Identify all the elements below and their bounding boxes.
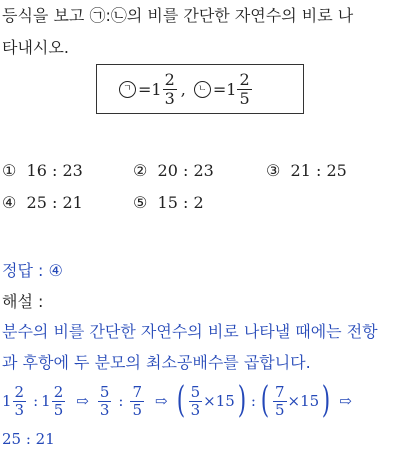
calc-frac-2-num: 2: [53, 382, 64, 401]
calc-colon-3: :: [250, 392, 256, 410]
eq1-fraction: [163, 69, 177, 108]
option-5[interactable]: [133, 193, 204, 212]
calc-frac-3-den: 3: [99, 400, 110, 419]
calc-frac-1-den: 3: [14, 400, 25, 419]
calc-result: 25 : 21: [2, 430, 55, 448]
calc-paren-open-1: (: [176, 380, 185, 421]
calc-arrow-1: ⇨: [76, 392, 89, 410]
calc-frac-3: [98, 382, 112, 419]
option-4-value: 25 : 21: [26, 193, 83, 212]
calc-frac-1-num: 2: [14, 382, 25, 401]
answer-value: ④: [48, 261, 63, 280]
option-5-value: 15 : 2: [157, 193, 204, 212]
calc-paren-open-2: (: [260, 380, 270, 421]
option-4-number: ④: [2, 193, 17, 212]
calc-frac-6-num: 7: [274, 382, 285, 401]
circled-mark-1: ㄱ: [119, 81, 136, 98]
option-1[interactable]: [2, 161, 83, 180]
option-3-number: ③: [266, 161, 281, 180]
calc-whole-1: 1: [2, 392, 12, 410]
eq2-fraction: [237, 69, 251, 108]
calc-frac-4-den: 5: [132, 400, 142, 419]
answer-label: 정답 :: [2, 261, 44, 280]
calc-frac-4-num: 7: [132, 382, 142, 401]
calc-frac-5: [189, 382, 203, 419]
calc-arrow-3: ⇨: [339, 392, 352, 410]
option-1-number: ①: [2, 161, 17, 180]
option-2-value: 20 : 23: [157, 161, 214, 180]
eq1-denominator: 3: [164, 88, 175, 108]
equation-content: [119, 69, 253, 109]
calc-paren-close-2: ): [321, 380, 331, 421]
calc-frac-6-den: 5: [274, 400, 285, 419]
circled-mark-2: ㄴ: [194, 81, 211, 98]
separator: ,: [180, 79, 186, 99]
option-4[interactable]: [2, 193, 83, 212]
option-3[interactable]: [266, 161, 347, 180]
answer-line: [2, 258, 63, 281]
eq1-numerator: 2: [164, 69, 175, 89]
eq2-text: =1: [212, 79, 237, 99]
calc-frac-5-den: 3: [190, 400, 201, 419]
option-2-number: ②: [133, 161, 148, 180]
calc-mult-1: ×15: [203, 392, 235, 410]
calc-frac-4: [130, 382, 144, 419]
explanation-label: 해설 :: [2, 292, 44, 311]
calc-arrow-2: ⇨: [154, 392, 168, 410]
option-5-number: ⑤: [133, 193, 148, 212]
explanation-line-2: 과 후항에 두 분모의 최소공배수를 곱합니다.: [2, 353, 311, 372]
calc-frac-1: [13, 382, 27, 419]
calc-frac-5-num: 5: [190, 382, 201, 401]
eq1-text: =1: [138, 79, 162, 99]
eq2-numerator: 2: [239, 69, 250, 89]
option-1-value: 16 : 23: [26, 161, 83, 180]
calc-colon-2: :: [118, 392, 124, 410]
calc-mult-2: ×15: [287, 392, 320, 410]
question-text: [2, 0, 398, 64]
explanation-line-1: 분수의 비를 간단한 자연수의 비로 나타낼 때에는 전항: [2, 322, 378, 341]
calc-colon-1: :: [33, 392, 39, 410]
calc-line: [2, 378, 352, 424]
option-2[interactable]: [133, 161, 214, 180]
option-3-value: 21 : 25: [290, 161, 347, 180]
calc-frac-3-num: 5: [99, 382, 110, 401]
calc-frac-2-den: 5: [53, 400, 64, 419]
calc-whole-2: 1: [41, 392, 51, 410]
calc-paren-close-1: ): [237, 380, 247, 421]
eq2-denominator: 5: [239, 88, 250, 108]
question-line-1: 등식을 보고 ㉠:㉡의 비를 간단한 자연수의 비로 나: [2, 6, 354, 25]
calc-frac-2: [52, 382, 66, 419]
calc-frac-6: [273, 382, 287, 419]
question-line-2: 타내시오.: [2, 38, 69, 57]
